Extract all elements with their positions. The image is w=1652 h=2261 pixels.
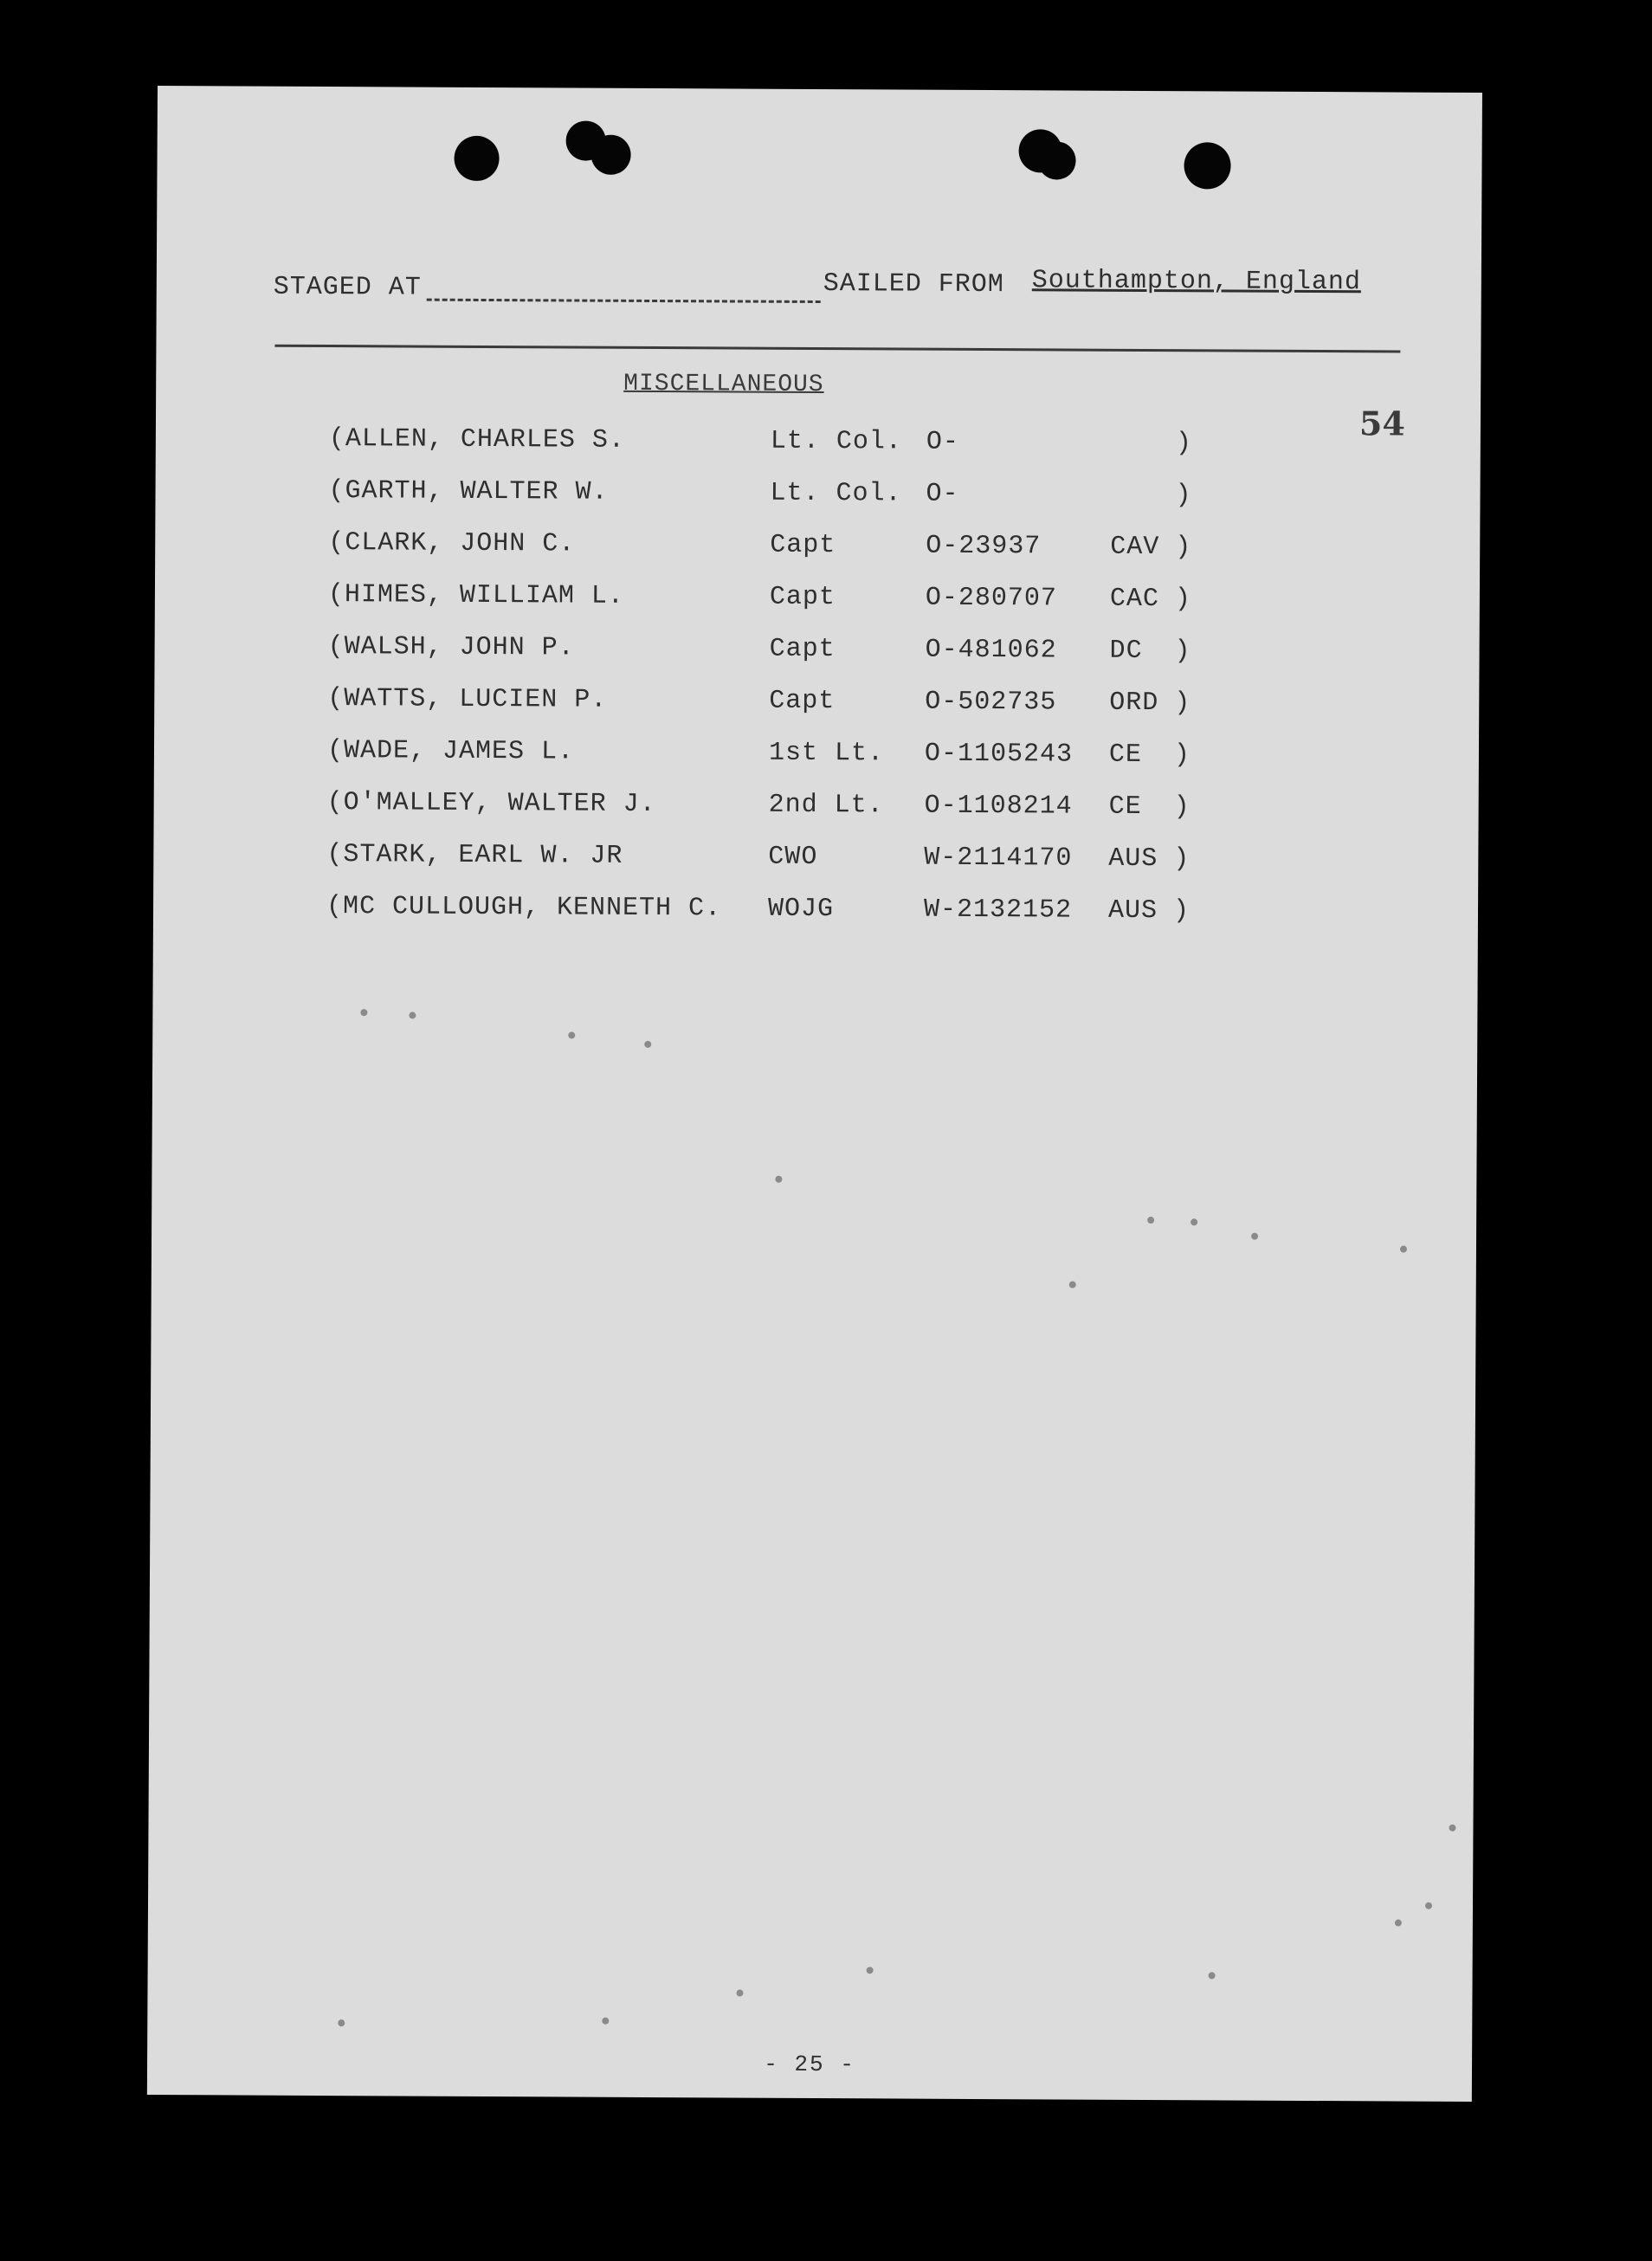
scan-speck	[409, 1012, 416, 1019]
roster-branch: CAV	[1110, 532, 1160, 563]
scan-speck	[775, 1176, 782, 1183]
roster-branch: AUS	[1108, 843, 1158, 875]
roster-close: )	[1173, 740, 1191, 771]
roster-close: )	[1173, 844, 1191, 875]
punch-hole	[454, 136, 499, 181]
roster-row	[327, 632, 1366, 675]
page-number: 54	[1358, 404, 1405, 443]
scan-speck	[1425, 1902, 1432, 1909]
roster-close: )	[1174, 688, 1191, 719]
scan-speck	[867, 1967, 874, 1974]
punch-hole	[590, 135, 630, 175]
roster-close: )	[1173, 792, 1191, 823]
roster-rank: Lt. Col.	[770, 426, 902, 457]
roster-row	[327, 684, 1366, 727]
roster-name: (WALSH, JOHN P.	[327, 632, 575, 663]
scan-speck	[1395, 1920, 1402, 1927]
document-page	[147, 86, 1482, 2102]
roster-rank: 2nd Lt.	[768, 790, 884, 821]
roster-name: (HIMES, WILLIAM L.	[327, 580, 625, 611]
roster-close: )	[1175, 481, 1192, 511]
scan-speck	[644, 1041, 651, 1048]
scan-speck	[736, 1990, 743, 1997]
roster-row	[328, 580, 1367, 623]
roster-serial: O-502735	[925, 687, 1057, 718]
roster-row	[329, 424, 1368, 468]
roster-branch: AUS	[1107, 895, 1158, 927]
roster-rank: Capt	[769, 582, 836, 613]
staged-label: STAGED AT	[273, 272, 422, 303]
scan-speck	[602, 2018, 609, 2025]
roster-serial: O-	[926, 427, 959, 457]
roster-rank: Lt. Col.	[770, 478, 902, 509]
group-heading: MISCELLANEOUS	[623, 370, 824, 399]
staged-blank	[427, 299, 821, 303]
scan-speck	[338, 2019, 345, 2026]
roster-close: )	[1175, 533, 1192, 563]
roster-name: (GARTH, WALTER W.	[328, 476, 609, 507]
punch-hole	[1037, 141, 1075, 179]
scan-speck	[1147, 1217, 1154, 1224]
scan-speck	[1209, 1972, 1216, 1979]
roster-rank: Capt	[769, 686, 836, 717]
roster-row	[328, 476, 1367, 520]
roster-row	[327, 788, 1366, 831]
roster-serial: W-2132152	[923, 895, 1073, 926]
header-rule	[274, 345, 1400, 353]
roster-name: (O'MALLEY, WALTER J.	[326, 788, 656, 820]
sailed-label: SAILED FROM	[823, 269, 1004, 300]
scan-speck	[1191, 1218, 1197, 1225]
roster-name: (ALLEN, CHARLES S.	[328, 424, 626, 455]
roster-serial: O-1105243	[924, 739, 1074, 770]
roster-serial: O-23937	[926, 531, 1042, 562]
roster-name: (WADE, JAMES L.	[326, 736, 575, 767]
scan-speck	[1449, 1825, 1455, 1831]
scan-speck	[568, 1031, 575, 1038]
roster-close: )	[1174, 585, 1192, 615]
roster-name: (MC CULLOUGH, KENNETH C.	[326, 892, 722, 924]
roster-rank: Capt	[769, 634, 836, 665]
roster-serial: O-1108214	[924, 791, 1073, 822]
roster-serial: W-2114170	[924, 843, 1073, 874]
roster-close: )	[1172, 896, 1191, 927]
roster-name: (STARK, EARL W. JR	[326, 840, 623, 871]
roster-rank: WOJG	[767, 894, 835, 925]
roster-branch: DC	[1109, 636, 1143, 666]
roster-rank: CWO	[768, 842, 818, 873]
roster-branch: CE	[1108, 740, 1143, 770]
scan-speck	[1069, 1282, 1076, 1289]
roster-row	[328, 528, 1367, 572]
roster-close: )	[1174, 636, 1191, 667]
roster-branch: CAC	[1109, 584, 1160, 615]
sailed-from-value: Southampton, England	[1031, 266, 1361, 298]
roster-row	[327, 736, 1366, 779]
roster-branch: CE	[1108, 791, 1142, 822]
roster-serial: O-481062	[925, 635, 1057, 666]
scan-speck	[1400, 1246, 1407, 1253]
roster-row	[326, 840, 1365, 883]
roster-rank: 1st Lt.	[768, 738, 885, 769]
punch-hole	[1184, 142, 1230, 189]
roster-serial: O-280707	[925, 583, 1058, 614]
roster-close: )	[1175, 429, 1192, 459]
roster-name: (CLARK, JOHN C.	[328, 528, 576, 559]
scan-speck	[1251, 1233, 1258, 1240]
roster-name: (WATTS, LUCIEN P.	[327, 684, 608, 715]
page-footer: - 25 -	[764, 2051, 855, 2078]
roster-rank: Capt	[770, 530, 836, 561]
roster-row	[326, 892, 1365, 935]
scan-speck	[360, 1009, 367, 1016]
roster-branch: ORD	[1109, 688, 1159, 719]
roster-serial: O-	[926, 479, 959, 509]
